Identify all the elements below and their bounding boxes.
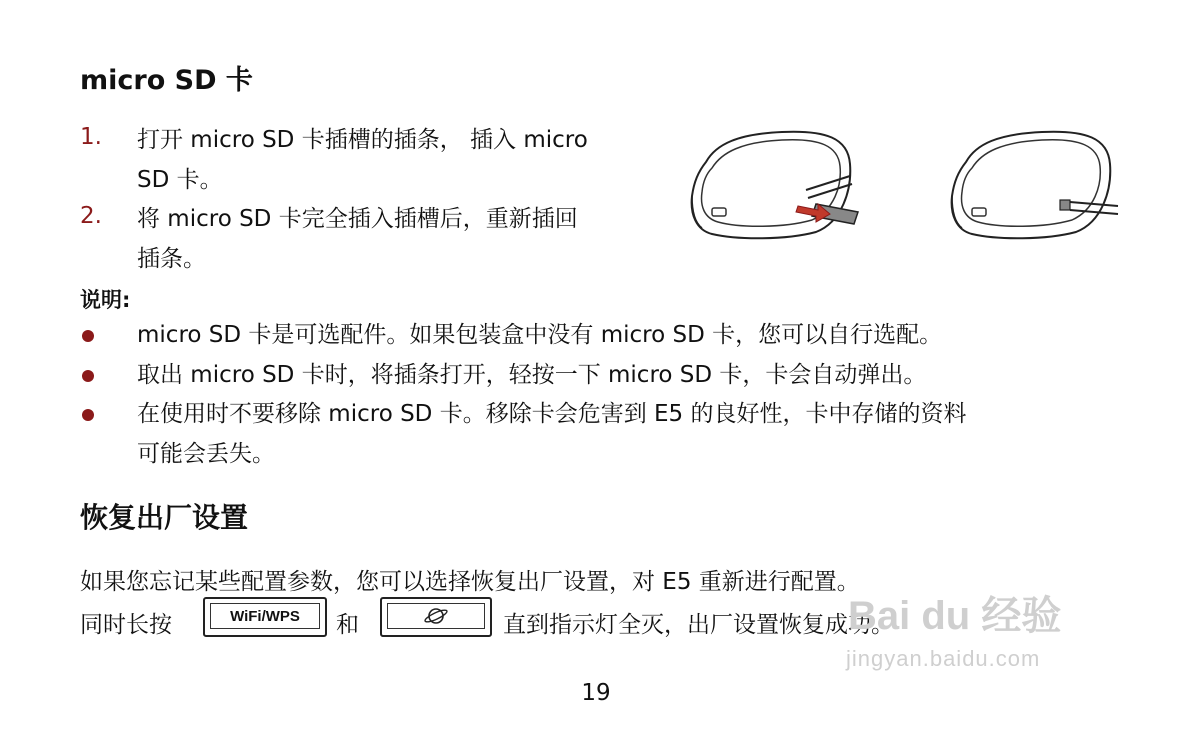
reset-paragraph-1: 如果您忘记某些配置参数，您可以选择恢复出厂设置，对 E5 重新进行配置。: [80, 569, 860, 595]
note-item-text: 在使用时不要移除 micro SD 卡。移除卡会危害到 E5 的良好性，卡中存储的资料: [137, 401, 967, 427]
power-key-face: [387, 603, 485, 629]
bullet-dot: [82, 370, 94, 382]
reset-paragraph-suffix: 直到指示灯全灭，出厂设置恢复成功。: [503, 612, 894, 638]
bullet-dot: [82, 330, 94, 342]
wifi-wps-key-label: WiFi/WPS: [210, 603, 320, 629]
wifi-wps-key: [203, 597, 327, 637]
device-insert-card-illustration: [686, 124, 862, 242]
reset-paragraph-prefix: 同时长按: [80, 612, 172, 638]
reset-paragraph-and: 和: [336, 612, 359, 638]
section-title-micro-sd: micro SD 卡: [80, 65, 253, 96]
page-number: 19: [581, 680, 611, 706]
note-item-text: 可能会丢失。: [137, 441, 275, 467]
watermark-url: jingyan.baidu.com: [846, 646, 1041, 671]
power-key: [380, 597, 492, 637]
step-number: 2.: [80, 203, 102, 229]
step-text-line: 打开 micro SD 卡插槽的插条， 插入 micro: [137, 127, 588, 153]
step-text-line: 将 micro SD 卡完全插入插槽后，重新插回: [137, 206, 578, 232]
note-heading: 说明:: [80, 288, 131, 312]
step-number: 1.: [80, 124, 102, 150]
bullet-dot: [82, 409, 94, 421]
watermark-brand: Bai du 经验: [848, 594, 1062, 638]
device-card-inserted-illustration: [946, 124, 1122, 242]
note-item-text: 取出 micro SD 卡时，将插条打开，轻按一下 micro SD 卡，卡会自动弹出。: [137, 362, 927, 388]
note-item-text: micro SD 卡是可选配件。如果包装盒中没有 micro SD 卡，您可以自行选配。: [137, 322, 943, 348]
power-globe-icon: [423, 606, 449, 626]
step-text-line: 插条。: [137, 246, 206, 272]
step-text-line: SD 卡。: [137, 167, 223, 193]
section-title-factory-reset: 恢复出厂设置: [80, 501, 249, 534]
